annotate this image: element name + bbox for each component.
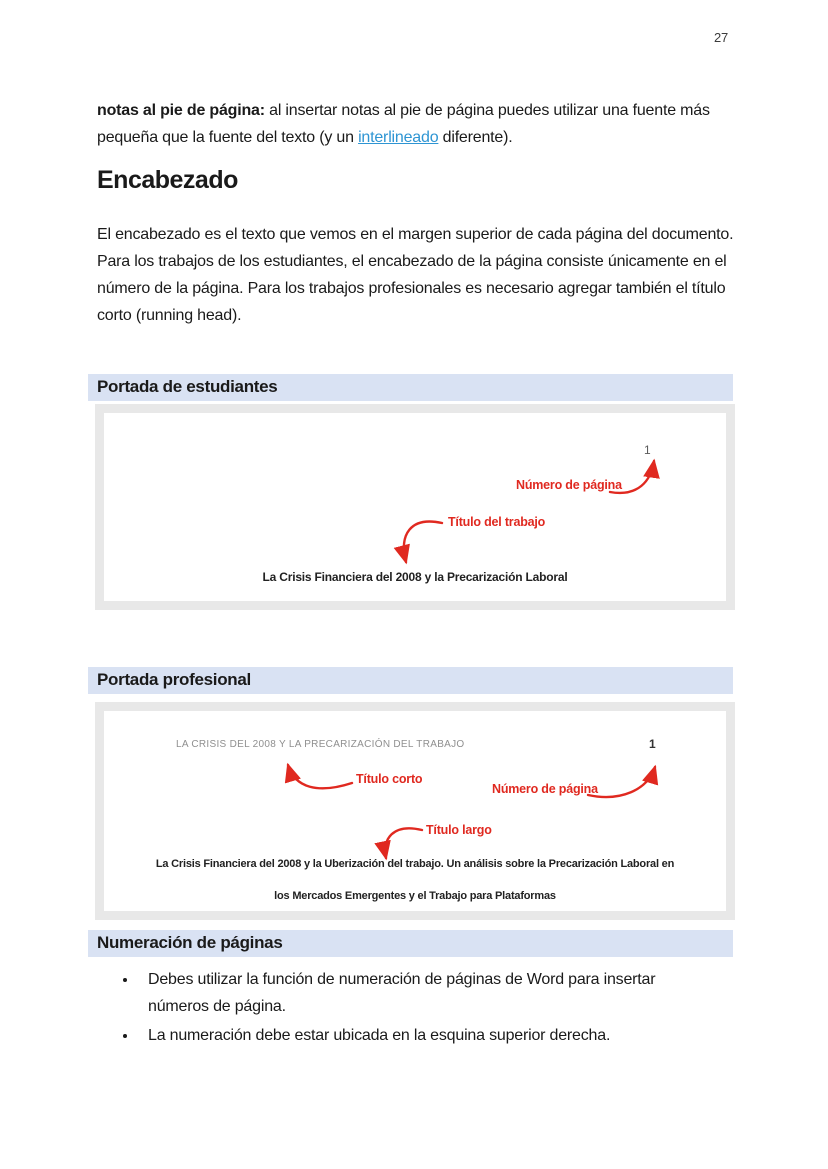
work-title-annotation: Título del trabajo bbox=[448, 515, 546, 529]
page-number: 27 bbox=[714, 30, 729, 45]
page-number-annotation: Número de página bbox=[492, 782, 598, 796]
mock-work-title: La Crisis Financiera del 2008 y la Precarización Laboral bbox=[262, 570, 568, 584]
mock-work-title-line2: los Mercados Emergentes y el Trabajo para Plataformas bbox=[274, 890, 556, 902]
mock-page-number: 1 bbox=[644, 443, 651, 457]
page-number-annotation: Número de página bbox=[516, 478, 622, 492]
professional-cover-example bbox=[95, 702, 735, 920]
bullet-item bbox=[138, 1022, 702, 1049]
numbering-bullet-list bbox=[122, 966, 702, 1051]
mock-work-title-line1: La Crisis Financiera del 2008 y la Uberización del trabajo. Un análisis sobre la Precarización Laboral en bbox=[155, 858, 675, 870]
section-band-portada-profesional: Portada profesional bbox=[88, 667, 733, 694]
bullet-text: Debes utilizar la función de numeración de páginas de Word para insertar números de página. bbox=[148, 971, 656, 1015]
long-title-annotation: Título largo bbox=[426, 823, 492, 837]
bullet-item bbox=[138, 966, 702, 1020]
interlineado-link[interactable]: interlineado bbox=[358, 129, 439, 146]
section-band-portada-estudiantes: Portada de estudiantes bbox=[88, 374, 733, 401]
arrow-to-title bbox=[404, 522, 442, 562]
encabezado-paragraph: El encabezado es el texto que vemos en el margen superior de cada página del documento. Para los trabajos de los estudiantes, el encabezado de la página consiste únicamente en el número de la página. Para los trabajos profesionales es necesario agregar también el título corto (running head). bbox=[97, 226, 734, 324]
intro-text-end: diferente). bbox=[438, 129, 513, 146]
section-band-numeracion: Numeración de páginas bbox=[88, 930, 733, 957]
encabezado-heading: Encabezado bbox=[97, 166, 238, 194]
arrow-to-page-number bbox=[588, 767, 655, 797]
arrow-to-running-head bbox=[288, 765, 352, 788]
bullet-text: La numeración debe estar ubicada en la esquina superior derecha. bbox=[148, 1027, 611, 1044]
intro-text-mid: al insertar notas al pie de página puedes utilizar una fuente más pequeña que la fuente del texto (y un bbox=[97, 102, 710, 146]
arrow-to-long-title bbox=[385, 828, 422, 858]
mock-page-number: 1 bbox=[649, 737, 656, 751]
intro-paragraph bbox=[97, 97, 745, 151]
intro-bold-lead: notas al pie de página: bbox=[97, 102, 265, 119]
mock-running-head: LA CRISIS DEL 2008 Y LA PRECARIZACIÓN DEL TRABAJO bbox=[176, 739, 465, 750]
student-cover-example bbox=[95, 404, 735, 610]
short-title-annotation: Título corto bbox=[356, 772, 423, 786]
